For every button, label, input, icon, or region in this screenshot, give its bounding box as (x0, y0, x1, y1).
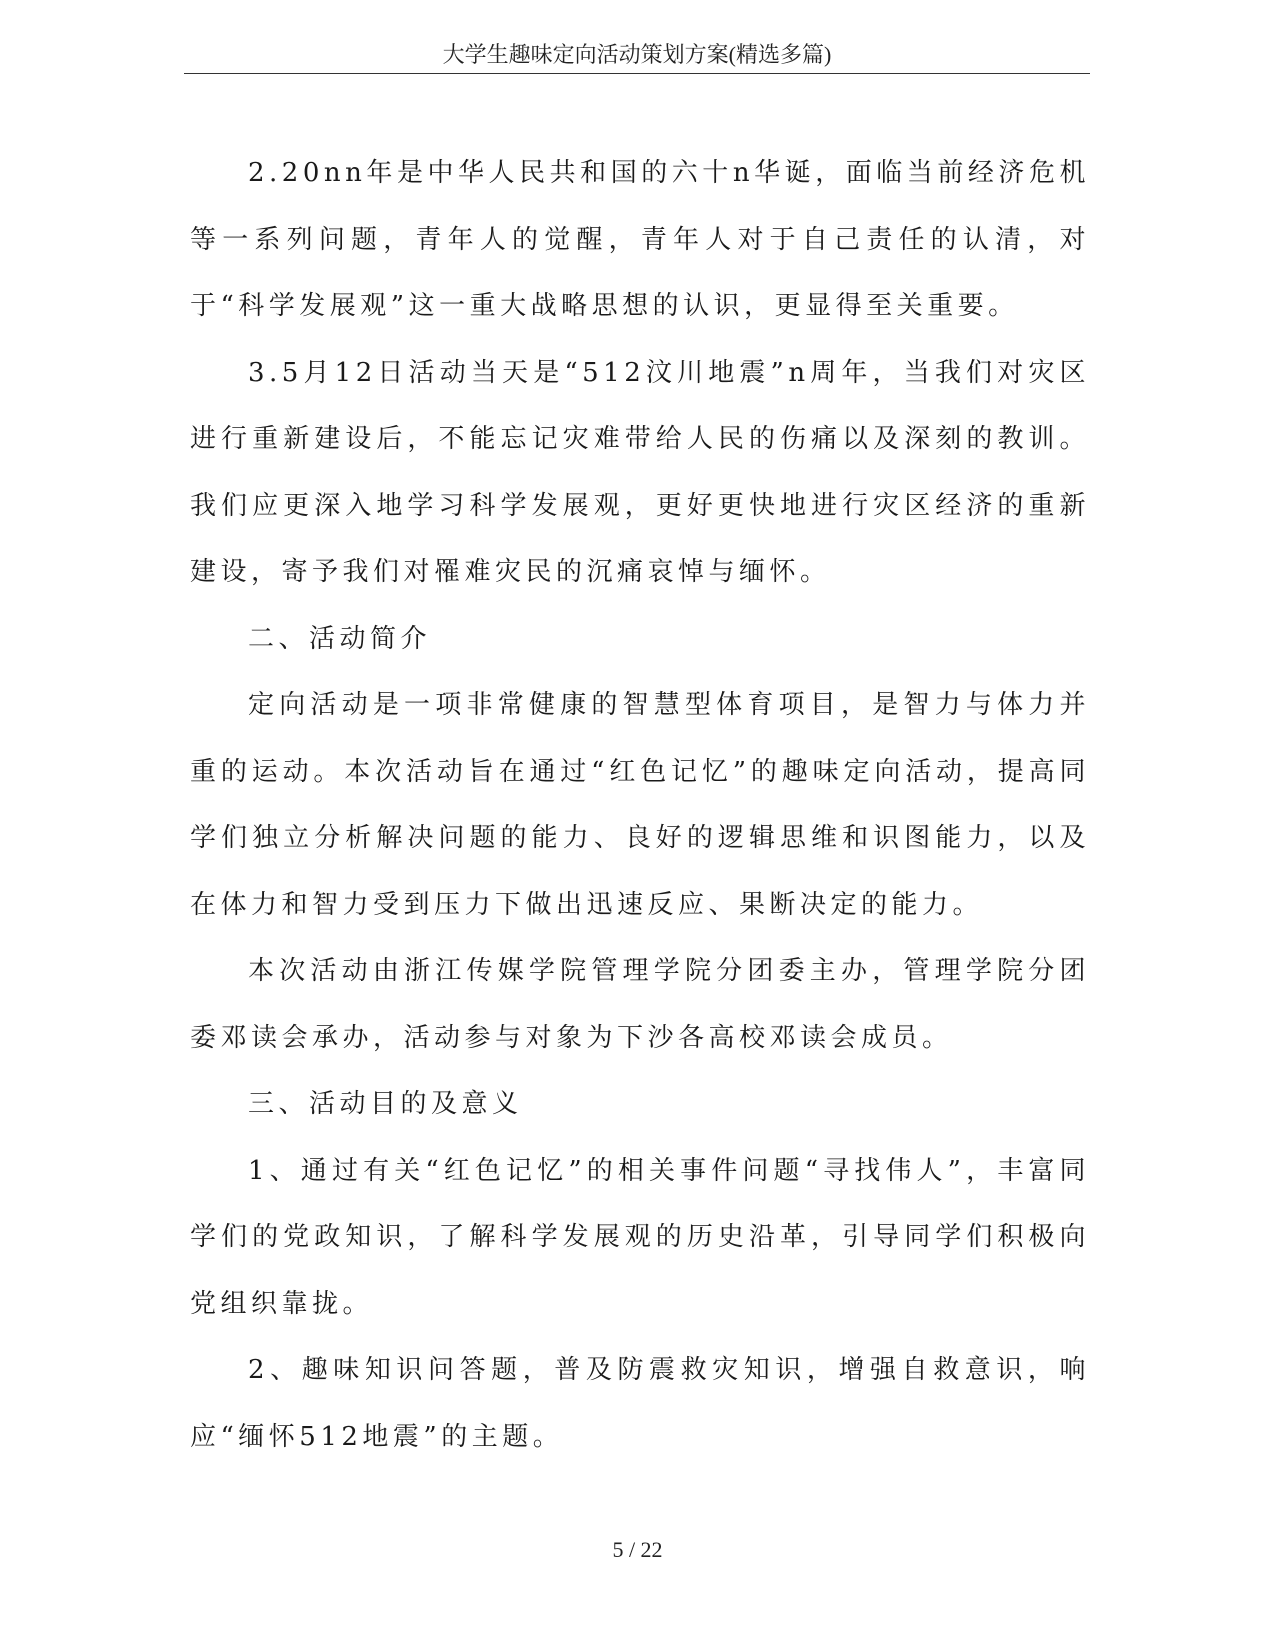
document-body (190, 140, 1090, 1470)
paragraph-activity-intro: 定向活动是一项非常健康的智慧型体育项目，是智力与体力并重的运动。本次活动旨在通过“红色记忆”的趣味定向活动，提高同学们独立分析解决问题的能力、良好的逻辑思维和识图能力，以及在体力和智力受到压力下做出迅速反应、果断决定的能力。 (190, 690, 1090, 920)
header-divider (184, 73, 1090, 74)
paragraph-point-2: 2.20nn年是中华人民共和国的六十n华诞，面临当前经济危机等一系列问题，青年人的觉醒，青年人对于自己责任的认清，对于“科学发展观”这一重大战略思想的认识，更显得至关重要。 (190, 158, 1090, 321)
paragraph-point-3: 3.5月12日活动当天是“512汶川地震”n周年，当我们对灾区进行重新建设后，不能忘记灾难带给人民的伤痛以及深刻的教训。我们应更深入地学习科学发展观，更好更快地进行灾区经济的重新建设，寄予我们对罹难灾民的沉痛哀悼与缅怀。 (190, 357, 1090, 587)
section-heading-purpose: 三、活动目的及意义 (248, 1089, 523, 1119)
section-heading-activity-intro: 二、活动简介 (248, 623, 432, 654)
page-header-title: 大学生趣味定向活动策划方案(精选多篇) (442, 42, 832, 67)
paragraph-organizers: 本次活动由浙江传媒学院管理学院分团委主办，管理学院分团委邓读会承办，活动参与对象为下沙各高校邓读会成员。 (190, 956, 1090, 1053)
page-number: 5 / 22 (612, 1537, 663, 1562)
paragraph-purpose-1: 1、通过有关“红色记忆”的相关事件问题“寻找伟人”，丰富同学们的党政知识，了解科学发展观的历史沿革，引导同学们积极向党组织靠拢。 (190, 1155, 1090, 1319)
paragraph-purpose-2: 2、趣味知识问答题，普及防震救灾知识，增强自救意识，响应“缅怀512地震”的主题。 (190, 1355, 1090, 1452)
